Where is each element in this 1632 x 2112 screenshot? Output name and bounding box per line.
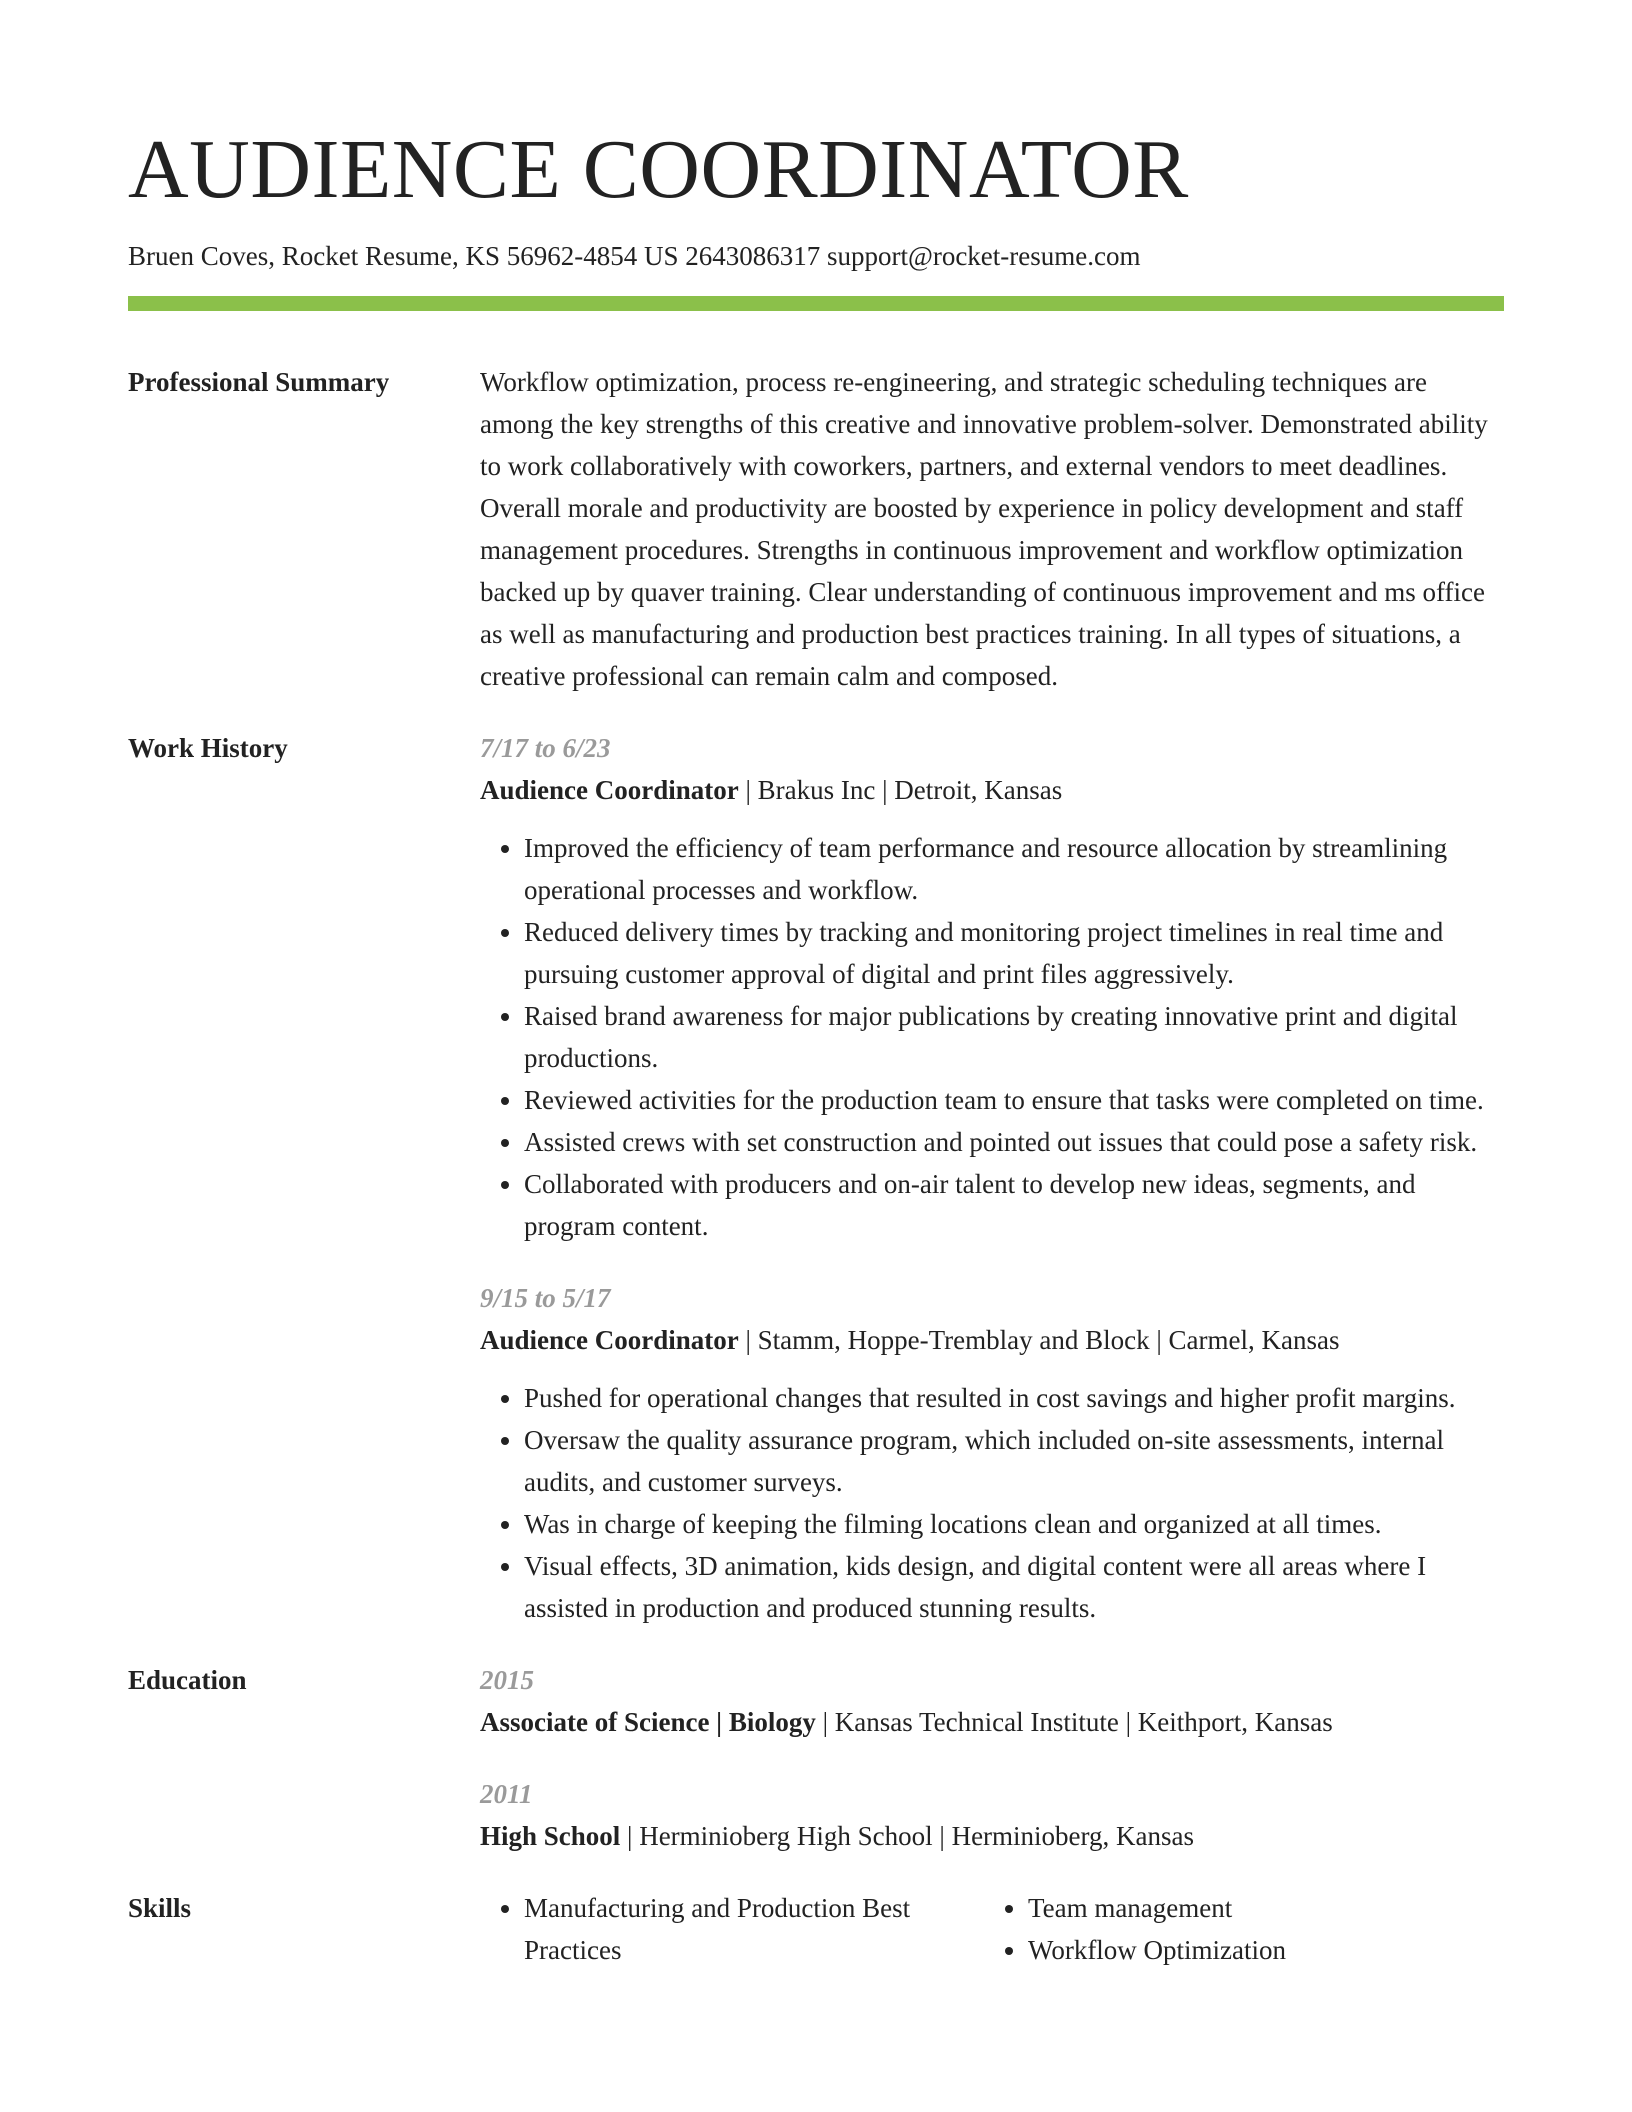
skills-columns [480, 1887, 1504, 1971]
accent-divider [128, 296, 1504, 311]
education-school: | Kansas Technical Institute | Keithport, Kansas [815, 1707, 1333, 1737]
work-history-section [128, 727, 1504, 1629]
job-bullet: • Collaborated with producers and on-air talent to develop new ideas, segments, and program content. [524, 1163, 1504, 1247]
job-bullet: • Assisted crews with set construction and pointed out issues that could pose a safety risk. [524, 1121, 1504, 1163]
education-degree: High School [480, 1821, 621, 1851]
job-title-line [480, 769, 1504, 811]
education-heading: Education [128, 1665, 247, 1695]
skills-column-left [480, 1887, 984, 1971]
contact-line: Bruen Coves, Rocket Resume, KS 56962-4854 US 2643086317 support@rocket-resume.com [128, 241, 1141, 271]
skills-heading: Skills [128, 1893, 192, 1923]
education-year: 2011 [480, 1779, 533, 1809]
job-entry [480, 727, 1504, 1247]
skills-list [480, 1887, 1504, 1971]
education-line [480, 1701, 1504, 1743]
education-entry [480, 1659, 1504, 1743]
resume-name: AUDIENCE COORDINATOR [128, 123, 1189, 216]
resume-page [128, 0, 1504, 1971]
job-bullet: • Pushed for operational changes that resulted in cost savings and higher profit margins. [524, 1377, 1504, 1419]
work-history-heading: Work History [128, 733, 288, 763]
job-bullet: • Visual effects, 3D animation, kids design, and digital content were all areas where I assisted in production and produced stunning results. [524, 1545, 1504, 1629]
job-employer: | Brakus Inc | Detroit, Kansas [738, 775, 1063, 805]
job-title: Audience Coordinator [480, 775, 739, 805]
education-degree: Associate of Science | Biology [480, 1707, 816, 1737]
skill-item: • Workflow Optimization [1028, 1929, 1488, 1971]
skill-item: • Manufacturing and Production Best Practices [524, 1887, 984, 1971]
education-line [480, 1815, 1504, 1857]
job-title-line [480, 1319, 1504, 1361]
job-entry [480, 1277, 1504, 1629]
summary-section [128, 361, 1504, 697]
work-history-list [480, 727, 1504, 1629]
job-bullet: • Oversaw the quality assurance program, which included on-site assessments, internal audits, and customer surveys. [524, 1419, 1504, 1503]
education-school: | Herminioberg High School | Herminioberg, Kansas [620, 1821, 1195, 1851]
job-bullet: • Raised brand awareness for major publications by creating innovative print and digital productions. [524, 995, 1504, 1079]
education-entry [480, 1773, 1504, 1857]
education-list [480, 1659, 1504, 1857]
job-bullets [480, 827, 1504, 1247]
job-bullet: • Was in charge of keeping the filming locations clean and organized at all times. [524, 1503, 1504, 1545]
job-bullet: • Improved the efficiency of team performance and resource allocation by streamlining operational processes and workflow. [524, 827, 1504, 911]
skills-column-right [984, 1887, 1488, 1971]
job-dates: 9/15 to 5/17 [480, 1283, 611, 1313]
summary-text: Workflow optimization, process re-engineering, and strategic scheduling techniques are among the key strengths of this creative and innovative problem-solver. Demonstrated ability to work collaboratively with coworkers, partners, and external vendors to meet deadlines. Overall morale and productivity are boosted by experience in policy development and staff management procedures. Strengths in continuous improvement and workflow optimization backed up by quaver training. Clear understanding of continuous improvement and ms office as well as manufacturing and production best practices training. In all types of situations, a creative professional can remain calm and composed. [480, 367, 1488, 691]
job-bullets [480, 1377, 1504, 1629]
job-dates: 7/17 to 6/23 [480, 733, 611, 763]
job-title: Audience Coordinator [480, 1325, 739, 1355]
education-section [128, 1659, 1504, 1857]
education-year: 2015 [480, 1665, 534, 1695]
summary-heading: Professional Summary [128, 367, 390, 397]
job-bullet: • Reviewed activities for the production team to ensure that tasks were completed on time. [524, 1079, 1504, 1121]
job-bullet: • Reduced delivery times by tracking and monitoring project timelines in real time and pursuing customer approval of digital and print files aggressively. [524, 911, 1504, 995]
skills-section [128, 1887, 1504, 1971]
skill-item: • Team management [1028, 1887, 1488, 1929]
job-employer: | Stamm, Hoppe-Tremblay and Block | Carmel, Kansas [738, 1325, 1340, 1355]
